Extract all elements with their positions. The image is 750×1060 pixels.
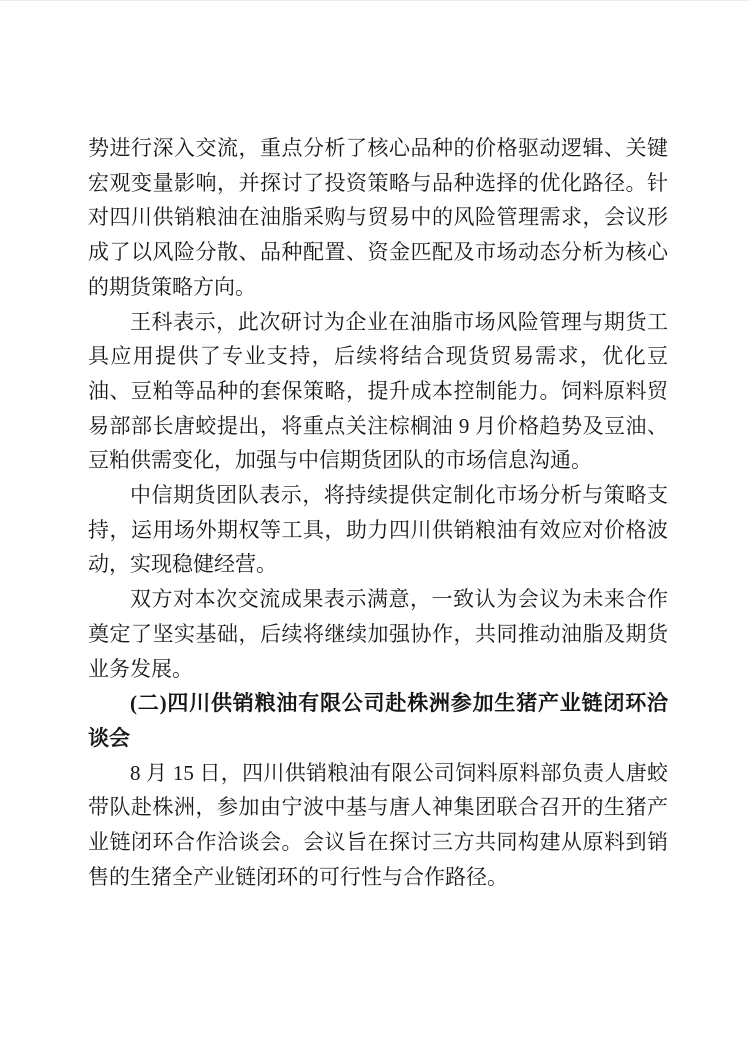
body-paragraph: 王科表示，此次研讨为企业在油脂市场风险管理与期货工具应用提供了专业支持，后续将结合现货贸易需求，优化豆油、豆粕等品种的套保策略，提升成本控制能力。饲料原料贸易部部长唐蛟提出，将重点关注棕榈油 9 月价格趋势及豆油、豆粕供需变化，加强与中信期货团队的市场信息沟通。 [88, 309, 668, 473]
section-heading: (二)四川供销粮油有限公司赴株洲参加生猪产业链闭环洽谈会 [88, 691, 668, 750]
body-paragraph: 双方对本次交流成果表示满意，一致认为会议为未来合作奠定了坚实基础，后续将继续加强协作，共同推动油脂及期货业务发展。 [88, 587, 668, 681]
body-paragraph: 势进行深入交流，重点分析了核心品种的价格驱动逻辑、关键宏观变量影响，并探讨了投资策略与品种选择的优化路径。针对四川供销粮油在油脂采购与贸易中的风险管理需求，会议形成了以风险分散、品种配置、资金匹配及市场动态分析为核心的期货策略方向。 [88, 136, 668, 299]
body-paragraph: 中信期货团队表示，将持续提供定制化市场分析与策略支持，运用场外期权等工具，助力四川供销粮油有效应对价格波动，实现稳健经营。 [88, 483, 668, 577]
body-paragraph: 8 月 15 日，四川供销粮油有限公司饲料原料部负责人唐蛟带队赴株洲，参加由宁波中基与唐人神集团联合召开的生猪产业链闭环合作洽谈会。会议旨在探讨三方共同构建从原料到销售的生猪全产业链闭环的可行性与合作路径。 [88, 760, 668, 889]
document-body [88, 131, 668, 894]
